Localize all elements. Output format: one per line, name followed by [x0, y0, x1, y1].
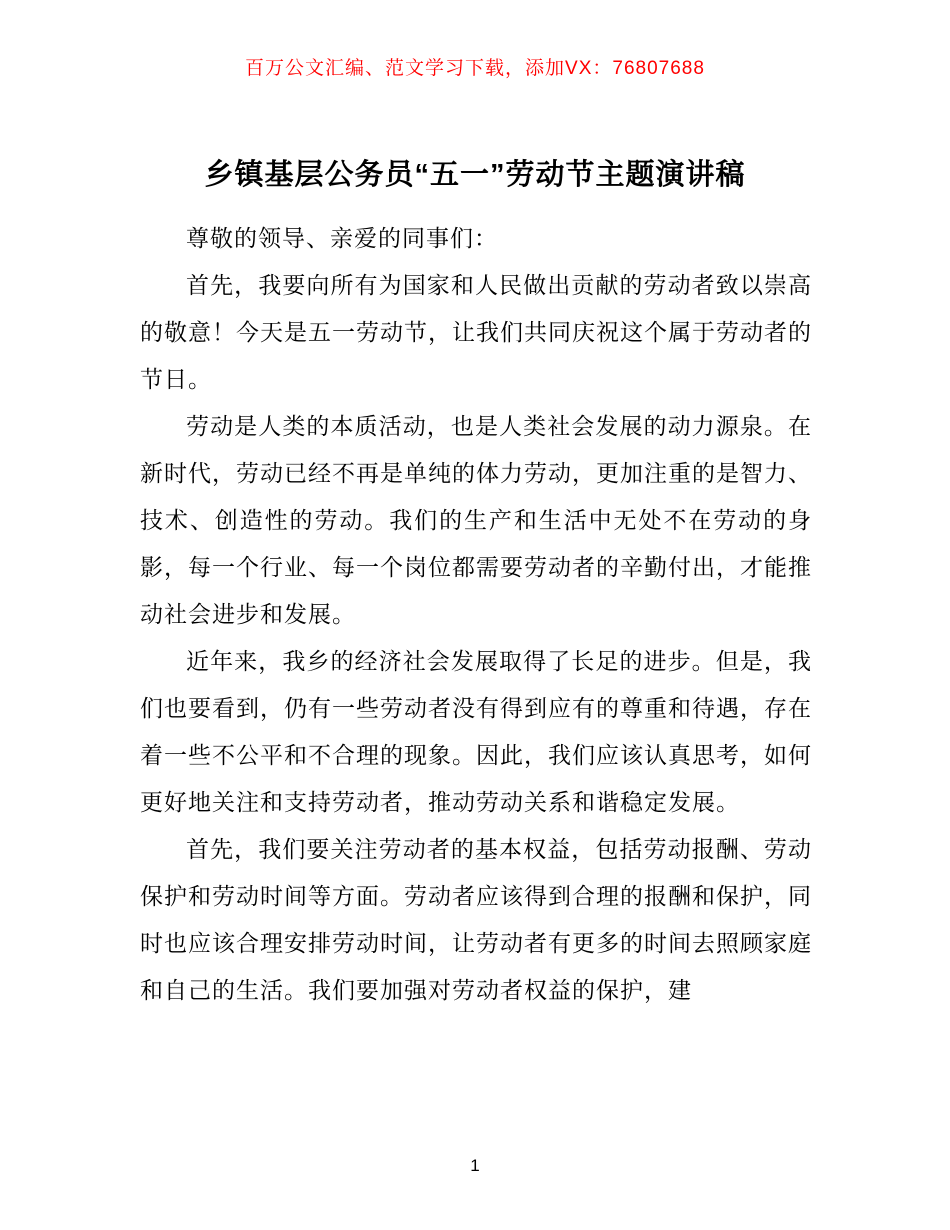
- paragraph: 首先，我们要关注劳动者的基本权益，包括劳动报酬、劳动保护和劳动时间等方面。劳动者应该得到合理的报酬和保护，同时也应该合理安排劳动时间，让劳动者有更多的时间去照顾家庭和自己的生活。我们要加强对劳动者权益的保护，建: [140, 836, 812, 1003]
- paragraph: 近年来，我乡的经济社会发展取得了长足的进步。但是，我们也要看到，仍有一些劳动者没有得到应有的尊重和待遇，存在着一些不公平和不合理的现象。因此，我们应该认真思考，如何更好地关注和支持劳动者，推动劳动关系和谐稳定发展。: [140, 648, 812, 815]
- header-notice: 百万公文汇编、范文学习下载，添加VX：76807688: [245, 58, 705, 79]
- paragraph: 劳动是人类的本质活动，也是人类社会发展的动力源泉。在新时代，劳动已经不再是单纯的体力劳动，更加注重的是智力、技术、创造性的劳动。我们的生产和生活中无处不在劳动的身影，每一个行业、每一个岗位都需要劳动者的辛勤付出，才能推动社会进步和发展。: [140, 413, 812, 627]
- document-title: 乡镇基层公务员“五一”劳动节主题演讲稿: [204, 159, 746, 191]
- paragraph: 首先，我要向所有为国家和人民做出贡献的劳动者致以崇高的敬意！今天是五一劳动节，让我们共同庆祝这个属于劳动者的节日。: [140, 272, 812, 392]
- document-body: [140, 215, 812, 1014]
- page-number: 1: [470, 1156, 480, 1175]
- paragraph: 尊敬的领导、亲爱的同事们：: [186, 225, 498, 251]
